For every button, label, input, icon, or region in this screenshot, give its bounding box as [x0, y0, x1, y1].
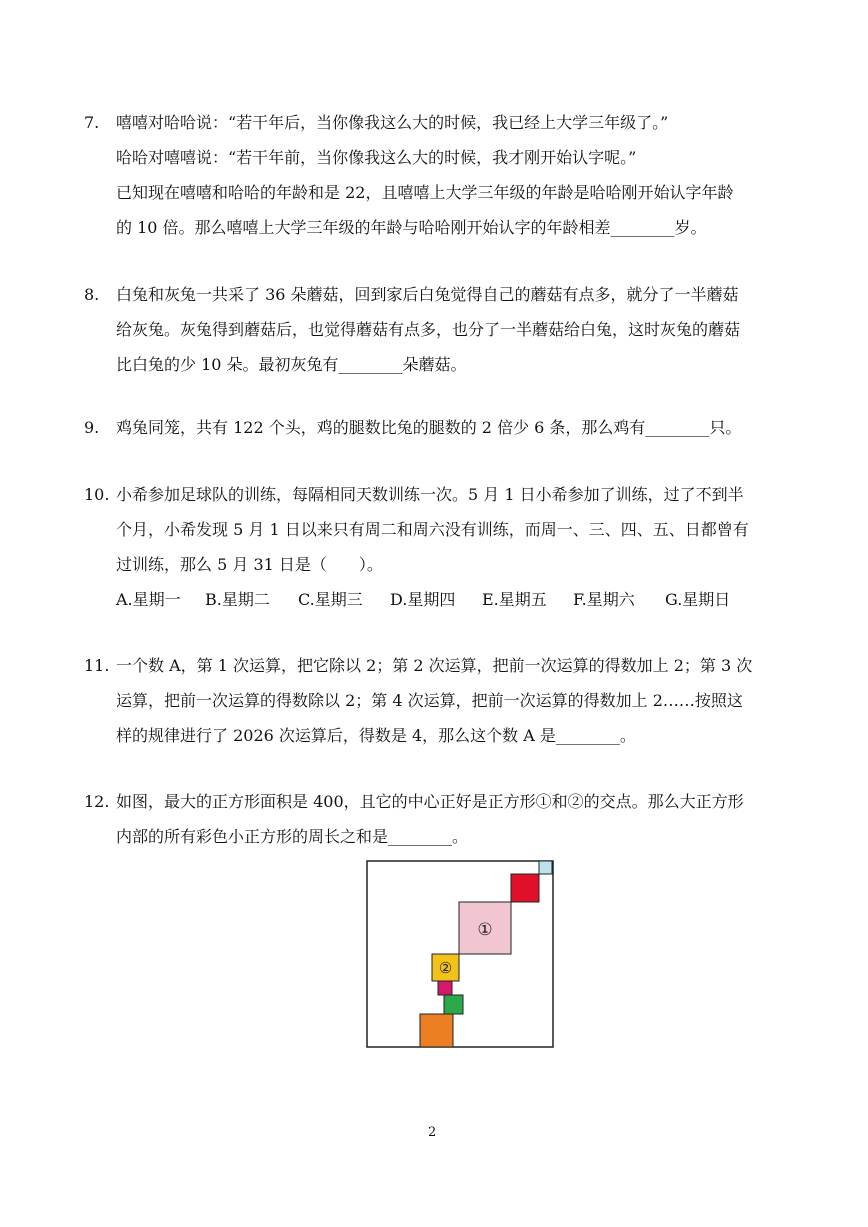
squares-figure — [366, 860, 556, 1050]
question-text-line: 哈哈对嘻嘻说：“若干年前，当你像我这么大的时候，我才刚开始认字呢。” — [116, 148, 637, 167]
question-text-line: 运算，把前一次运算的得数除以 2；第 4 次运算，把前一次运算的得数加上 2……按照这 — [116, 691, 743, 710]
option-c: C.星期三 — [298, 590, 363, 609]
question-text-line: 鸡兔同笼，共有 122 个头，鸡的腿数比兔的腿数的 2 倍少 6 条，那么鸡有________只。 — [116, 418, 742, 437]
question-text-line: 的 10 倍。那么嘻嘻上大学三年级的年龄与哈哈刚开始认字的年龄相差________岁。 — [116, 218, 707, 237]
question-text-line: 一个数 A，第 1 次运算，把它除以 2；第 2 次运算，把前一次运算的得数加上 2；第 3 次 — [116, 656, 753, 675]
question-number: 10. — [84, 485, 110, 504]
question-text-line: 比白兔的少 10 朵。最初灰兔有________朵蘑菇。 — [116, 355, 467, 374]
option-f: F.星期六 — [573, 590, 635, 609]
question-text-line: 嘻嘻对哈哈说：“若干年后，当你像我这么大的时候，我已经上大学三年级了。” — [116, 113, 669, 132]
question-number: 7. — [84, 113, 100, 132]
square-2-label: ② — [438, 959, 453, 977]
question-text-line: 给灰兔。灰兔得到蘑菇后，也觉得蘑菇有点多，也分了一半蘑菇给白兔，这时灰兔的蘑菇 — [116, 320, 741, 339]
question-number: 12. — [84, 792, 110, 811]
option-a: A.星期一 — [116, 590, 181, 609]
question-number: 9. — [84, 418, 100, 437]
light-blue-square — [539, 861, 552, 874]
question-text-line: 白兔和灰兔一共采了 36 朵蘑菇，回到家后白兔觉得自己的蘑菇有点多，就分了一半蘑菇 — [116, 285, 739, 304]
option-b: B.星期二 — [205, 590, 270, 609]
question-number: 11. — [84, 656, 110, 675]
magenta-square — [438, 981, 452, 995]
question-text-line: 个月，小希发现 5 月 1 日以来只有周二和周六没有训练，而周一、三、四、五、日都曾有 — [116, 520, 749, 539]
square-1-label: ① — [477, 920, 493, 940]
question-text-line: 如图，最大的正方形面积是 400，且它的中心正好是正方形①和②的交点。那么大正方形 — [116, 792, 744, 811]
option-g: G.星期日 — [665, 590, 731, 609]
option-e: E.星期五 — [482, 590, 547, 609]
question-text-line: 已知现在嘻嘻和哈哈的年龄和是 22，且嘻嘻上大学三年级的年龄是哈哈刚开始认字年龄 — [116, 183, 734, 202]
option-d: D.星期四 — [390, 590, 456, 609]
page-number: 2 — [428, 1125, 437, 1140]
question-number: 8. — [84, 285, 100, 304]
orange-square — [420, 1014, 453, 1047]
question-text-line: 过训练，那么 5 月 31 日是（ ）。 — [116, 555, 383, 574]
red-square — [511, 874, 539, 902]
question-text-line: 小希参加足球队的训练，每隔相同天数训练一次。5 月 1 日小希参加了训练，过了不到半 — [116, 485, 744, 504]
question-text-line: 内部的所有彩色小正方形的周长之和是________。 — [116, 827, 469, 846]
green-square — [444, 995, 463, 1014]
question-text-line: 样的规律进行了 2026 次运算后，得数是 4，那么这个数 A 是________。 — [116, 726, 636, 745]
